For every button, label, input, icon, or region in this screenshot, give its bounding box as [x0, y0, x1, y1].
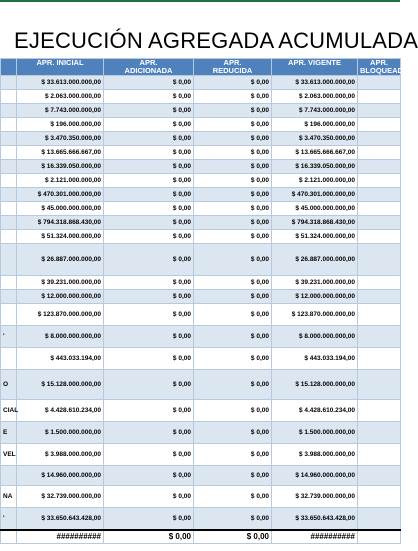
apr-inicial-cell[interactable]: $ 45.000.000.000,00 [17, 202, 104, 216]
apr-adicionada-cell[interactable]: $ 0,00 [104, 146, 194, 160]
apr-bloqueada-cell[interactable] [358, 348, 401, 370]
apr-inicial-cell[interactable]: $ 470.301.000.000,00 [17, 188, 104, 202]
apr-bloqueada-cell[interactable] [358, 118, 401, 132]
apr-reducida-cell[interactable]: $ 0,00 [194, 188, 272, 202]
header-apr-adicionada[interactable]: APR. ADICIONADA [104, 59, 194, 76]
apr-inicial-cell[interactable]: $ 13.665.666.667,00 [17, 146, 104, 160]
row-label-cell[interactable] [1, 216, 17, 230]
apr-vigente-cell[interactable]: $ 16.339.050.000,00 [272, 160, 358, 174]
apr-adicionada-cell[interactable]: $ 0,00 [104, 244, 194, 276]
apr-reducida-cell[interactable]: $ 0,00 [194, 422, 272, 444]
table-row [1, 160, 401, 174]
apr-vigente-cell[interactable]: $ 1.500.000.000,00 [272, 422, 358, 444]
apr-vigente-cell[interactable]: $ 470.301.000.000,00 [272, 188, 358, 202]
apr-inicial-cell[interactable]: $ 7.743.000.000,00 [17, 104, 104, 118]
row-label-cell[interactable]: CIAL [1, 400, 17, 422]
apr-bloqueada-cell[interactable] [358, 370, 401, 400]
apr-bloqueada-cell[interactable] [358, 90, 401, 104]
header-row [1, 59, 401, 76]
apr-bloqueada-cell[interactable] [358, 444, 401, 466]
table-row [1, 230, 401, 244]
apr-adicionada-cell[interactable]: $ 0,00 [104, 466, 194, 486]
apr-adicionada-cell[interactable]: $ 0,00 [104, 422, 194, 444]
apr-reducida-cell[interactable]: $ 0,00 [194, 444, 272, 466]
apr-adicionada-cell[interactable]: $ 0,00 [104, 104, 194, 118]
header-apr-bloqueada[interactable]: APR. BLOQUEADA [358, 59, 401, 76]
header-apr-inicial[interactable]: APR. INICIAL [17, 59, 104, 76]
header-label[interactable] [1, 59, 17, 76]
apr-bloqueada-cell[interactable] [358, 216, 401, 230]
apr-reducida-cell[interactable]: $ 0,00 [194, 326, 272, 348]
apr-reducida-cell[interactable]: $ 0,00 [194, 76, 272, 90]
apr-bloqueada-cell[interactable] [358, 104, 401, 118]
apr-reducida-cell[interactable]: $ 0,00 [194, 276, 272, 290]
row-label-cell[interactable] [1, 276, 17, 290]
apr-vigente-cell[interactable]: $ 196.000.000,00 [272, 118, 358, 132]
apr-bloqueada-cell[interactable] [358, 132, 401, 146]
apr-adicionada-cell[interactable]: $ 0,00 [104, 132, 194, 146]
total-label-cell[interactable] [1, 530, 17, 544]
apr-adicionada-cell[interactable]: $ 0,00 [104, 444, 194, 466]
apr-inicial-cell[interactable]: $ 51.324.000.000,00 [17, 230, 104, 244]
apr-bloqueada-cell[interactable] [358, 188, 401, 202]
apr-vigente-cell[interactable]: $ 7.743.000.000,00 [272, 104, 358, 118]
table-row [1, 326, 401, 348]
table-row [1, 132, 401, 146]
apr-reducida-cell[interactable]: $ 0,00 [194, 244, 272, 276]
apr-inicial-cell[interactable]: $ 794.318.868.430,00 [17, 216, 104, 230]
row-label-cell[interactable] [1, 160, 17, 174]
apr-inicial-cell[interactable]: $ 33.613.000.000,00 [17, 76, 104, 90]
apr-vigente-cell[interactable]: $ 51.324.000.000,00 [272, 230, 358, 244]
table-row [1, 486, 401, 508]
apr-adicionada-cell[interactable]: $ 0,00 [104, 508, 194, 530]
apr-bloqueada-cell[interactable] [358, 174, 401, 188]
table-row [1, 304, 401, 326]
apr-adicionada-cell[interactable]: $ 0,00 [104, 400, 194, 422]
row-label-cell[interactable] [1, 118, 17, 132]
apr-vigente-cell[interactable]: $ 3.988.000.000,00 [272, 444, 358, 466]
table-row [1, 118, 401, 132]
apr-reducida-cell[interactable]: $ 0,00 [194, 486, 272, 508]
total-apr-bloqueada[interactable] [358, 530, 401, 544]
apr-reducida-cell[interactable]: $ 0,00 [194, 508, 272, 530]
total-apr-reducida[interactable]: $ 0,00 [194, 530, 272, 544]
apr-reducida-cell[interactable]: $ 0,00 [194, 174, 272, 188]
table-row [1, 508, 401, 530]
apr-reducida-cell[interactable]: $ 0,00 [194, 146, 272, 160]
row-label-cell[interactable] [1, 304, 17, 326]
apr-bloqueada-cell[interactable] [358, 508, 401, 530]
row-label-cell[interactable] [1, 202, 17, 216]
apr-vigente-cell[interactable]: $ 26.887.000.000,00 [272, 244, 358, 276]
table-row [1, 202, 401, 216]
apr-reducida-cell[interactable]: $ 0,00 [194, 132, 272, 146]
row-label-cell[interactable]: NA [1, 486, 17, 508]
apr-reducida-cell[interactable]: $ 0,00 [194, 400, 272, 422]
table-row [1, 276, 401, 290]
row-label-cell[interactable] [1, 188, 17, 202]
apr-vigente-cell[interactable]: $ 794.318.868.430,00 [272, 216, 358, 230]
apr-vigente-cell[interactable]: $ 3.470.350.000,00 [272, 132, 358, 146]
header-apr-reducida[interactable]: APR. REDUCIDA [194, 59, 272, 76]
apr-reducida-cell[interactable]: $ 0,00 [194, 466, 272, 486]
apr-reducida-cell[interactable]: $ 0,00 [194, 230, 272, 244]
table-row [1, 216, 401, 230]
table-row [1, 174, 401, 188]
apr-adicionada-cell[interactable]: $ 0,00 [104, 216, 194, 230]
total-row [1, 530, 401, 544]
table-row [1, 90, 401, 104]
table-row [1, 146, 401, 160]
apr-vigente-cell[interactable]: $ 39.231.000.000,00 [272, 276, 358, 290]
table-row [1, 76, 401, 90]
apr-bloqueada-cell[interactable] [358, 244, 401, 276]
apr-adicionada-cell[interactable]: $ 0,00 [104, 276, 194, 290]
apr-vigente-cell[interactable]: $ 2.121.000.000,00 [272, 174, 358, 188]
apr-adicionada-cell[interactable]: $ 0,00 [104, 304, 194, 326]
row-label-cell[interactable] [1, 466, 17, 486]
table-row [1, 422, 401, 444]
table-row [1, 348, 401, 370]
row-label-cell[interactable] [1, 174, 17, 188]
apr-vigente-cell[interactable]: $ 45.000.000.000,00 [272, 202, 358, 216]
apr-bloqueada-cell[interactable] [358, 326, 401, 348]
header-apr-vigente[interactable]: APR. VIGENTE [272, 59, 358, 76]
apr-vigente-cell[interactable]: $ 33.613.000.000,00 [272, 76, 358, 90]
row-label-cell[interactable] [1, 146, 17, 160]
row-label-cell[interactable] [1, 90, 17, 104]
apr-bloqueada-cell[interactable] [358, 466, 401, 486]
apr-adicionada-cell[interactable]: $ 0,00 [104, 174, 194, 188]
row-label-cell[interactable] [1, 76, 17, 90]
apr-vigente-cell[interactable]: $ 2.063.000.000,00 [272, 90, 358, 104]
table-row [1, 370, 401, 400]
row-label-cell[interactable] [1, 104, 17, 118]
row-label-cell[interactable] [1, 290, 17, 304]
apr-inicial-cell[interactable]: $ 3.470.350.000,00 [17, 132, 104, 146]
apr-inicial-cell[interactable]: $ 39.231.000.000,00 [17, 276, 104, 290]
apr-inicial-cell[interactable]: $ 123.870.000.000,00 [17, 304, 104, 326]
apr-adicionada-cell[interactable]: $ 0,00 [104, 230, 194, 244]
apr-reducida-cell[interactable]: $ 0,00 [194, 370, 272, 400]
ribbon-edge [0, 0, 400, 2]
apr-reducida-cell[interactable]: $ 0,00 [194, 90, 272, 104]
apr-vigente-cell[interactable]: $ 32.739.000.000,00 [272, 486, 358, 508]
apr-bloqueada-cell[interactable] [358, 290, 401, 304]
apr-vigente-cell[interactable]: $ 4.428.610.234,00 [272, 400, 358, 422]
apr-adicionada-cell[interactable]: $ 0,00 [104, 486, 194, 508]
apr-reducida-cell[interactable]: $ 0,00 [194, 202, 272, 216]
apr-bloqueada-cell[interactable] [358, 146, 401, 160]
apr-inicial-cell[interactable]: $ 12.000.000.000,00 [17, 290, 104, 304]
apr-bloqueada-cell[interactable] [358, 400, 401, 422]
apr-vigente-cell[interactable]: $ 15.128.000.000,00 [272, 370, 358, 400]
total-apr-vigente[interactable]: ########## [272, 530, 358, 544]
apr-reducida-cell[interactable]: $ 0,00 [194, 104, 272, 118]
table-row [1, 244, 401, 276]
apr-adicionada-cell[interactable]: $ 0,00 [104, 290, 194, 304]
apr-inicial-cell[interactable]: $ 1.500.000.000,00 [17, 422, 104, 444]
apr-bloqueada-cell[interactable] [358, 276, 401, 290]
apr-inicial-cell[interactable]: $ 33.650.643.428,00 [17, 508, 104, 530]
apr-reducida-cell[interactable]: $ 0,00 [194, 118, 272, 132]
apr-vigente-cell[interactable]: $ 13.665.666.667,00 [272, 146, 358, 160]
budget-table [0, 58, 409, 544]
row-label-cell[interactable]: VEL [1, 444, 17, 466]
apr-adicionada-cell[interactable]: $ 0,00 [104, 348, 194, 370]
apr-adicionada-cell[interactable]: $ 0,00 [104, 370, 194, 400]
row-label-cell[interactable]: O [1, 370, 17, 400]
apr-reducida-cell[interactable]: $ 0,00 [194, 348, 272, 370]
sheet-title: EJECUCIÓN AGREGADA ACUMULADA [14, 28, 418, 53]
row-label-cell[interactable] [1, 132, 17, 146]
apr-inicial-cell[interactable]: $ 26.887.000.000,00 [17, 244, 104, 276]
apr-vigente-cell[interactable]: $ 33.650.643.428,00 [272, 508, 358, 530]
apr-inicial-cell[interactable]: $ 3.988.000.000,00 [17, 444, 104, 466]
apr-bloqueada-cell[interactable] [358, 422, 401, 444]
row-label-cell[interactable]: ' [1, 508, 17, 530]
apr-inicial-cell[interactable]: $ 16.339.050.000,00 [17, 160, 104, 174]
table-row [1, 104, 401, 118]
table-row [1, 400, 401, 422]
total-apr-inicial[interactable]: ########## [17, 530, 104, 544]
apr-vigente-cell[interactable]: $ 14.960.000.000,00 [272, 466, 358, 486]
total-apr-adicionada[interactable]: $ 0,00 [104, 530, 194, 544]
apr-adicionada-cell[interactable]: $ 0,00 [104, 90, 194, 104]
apr-adicionada-cell[interactable]: $ 0,00 [104, 76, 194, 90]
apr-bloqueada-cell[interactable] [358, 304, 401, 326]
row-label-cell[interactable] [1, 244, 17, 276]
apr-adicionada-cell[interactable]: $ 0,00 [104, 160, 194, 174]
table-row [1, 188, 401, 202]
apr-inicial-cell[interactable]: $ 2.121.000.000,00 [17, 174, 104, 188]
apr-inicial-cell[interactable]: $ 4.428.610.234,00 [17, 400, 104, 422]
table-row [1, 466, 401, 486]
apr-inicial-cell[interactable]: $ 443.033.194,00 [17, 348, 104, 370]
row-label-cell[interactable]: E [1, 422, 17, 444]
apr-bloqueada-cell[interactable] [358, 486, 401, 508]
apr-inicial-cell[interactable]: $ 32.739.000.000,00 [17, 486, 104, 508]
row-label-cell[interactable]: ' [1, 326, 17, 348]
apr-vigente-cell[interactable]: $ 443.033.194,00 [272, 348, 358, 370]
apr-inicial-cell[interactable]: $ 14.960.000.000,00 [17, 466, 104, 486]
table-row [1, 444, 401, 466]
apr-adicionada-cell[interactable]: $ 0,00 [104, 202, 194, 216]
row-label-cell[interactable] [1, 230, 17, 244]
row-label-cell[interactable] [1, 348, 17, 370]
apr-inicial-cell[interactable]: $ 2.063.000.000,00 [17, 90, 104, 104]
apr-vigente-cell[interactable]: $ 8.000.000.000,00 [272, 326, 358, 348]
apr-inicial-cell[interactable]: $ 196.000.000,00 [17, 118, 104, 132]
apr-inicial-cell[interactable]: $ 15.128.000.000,00 [17, 370, 104, 400]
apr-reducida-cell[interactable]: $ 0,00 [194, 160, 272, 174]
table-row [1, 290, 401, 304]
apr-vigente-cell[interactable]: $ 123.870.000.000,00 [272, 304, 358, 326]
apr-reducida-cell[interactable]: $ 0,00 [194, 290, 272, 304]
apr-adicionada-cell[interactable]: $ 0,00 [104, 326, 194, 348]
apr-adicionada-cell[interactable]: $ 0,00 [104, 188, 194, 202]
apr-reducida-cell[interactable]: $ 0,00 [194, 216, 272, 230]
apr-vigente-cell[interactable]: $ 12.000.000.000,00 [272, 290, 358, 304]
apr-bloqueada-cell[interactable] [358, 160, 401, 174]
apr-bloqueada-cell[interactable] [358, 76, 401, 90]
apr-adicionada-cell[interactable]: $ 0,00 [104, 118, 194, 132]
apr-bloqueada-cell[interactable] [358, 202, 401, 216]
apr-inicial-cell[interactable]: $ 8.000.000.000,00 [17, 326, 104, 348]
apr-bloqueada-cell[interactable] [358, 230, 401, 244]
apr-reducida-cell[interactable]: $ 0,00 [194, 304, 272, 326]
